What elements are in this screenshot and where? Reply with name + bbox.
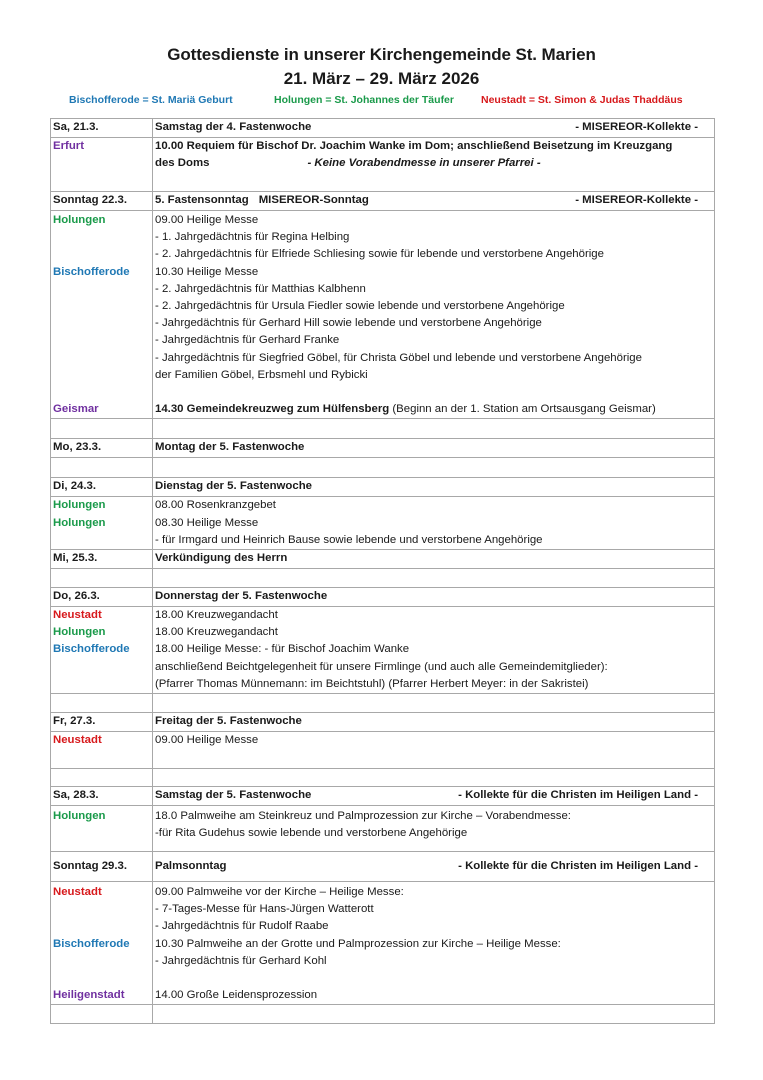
day-header-row: [51, 550, 715, 569]
spacer: [53, 918, 150, 935]
spacer: [155, 970, 712, 987]
place-heiligenstadt: Heiligenstadt: [53, 989, 125, 1002]
parish-legend: [50, 94, 714, 108]
empty-row: [51, 1005, 715, 1024]
service-line: 14.30 Gemeindekreuzweg zum Hülfensberg: [155, 403, 390, 416]
schedule-table: [50, 118, 715, 1024]
empty-cell: [153, 1005, 715, 1024]
service-line-detail: (Beginn an der 1. Station am Ortsausgang Geismar): [389, 403, 656, 416]
empty-cell: [51, 769, 153, 787]
day-header-row: [51, 478, 715, 497]
spacer: [53, 901, 150, 918]
date-range: 21. März – 29. März 2026: [283, 69, 480, 88]
service-line: 18.0 Palmweihe am Steinkreuz und Palmprozession zur Kirche – Vorabendmesse:: [155, 810, 571, 823]
service-line: 10.30 Palmweihe an der Grotte und Palmprozession zur Kirche – Heilige Messe:: [155, 937, 561, 950]
day-title: Montag der 5. Fastenwoche: [153, 439, 715, 458]
day-title: Donnerstag der 5. Fastenwoche: [153, 588, 715, 607]
day-header-row: [51, 439, 715, 458]
place-bischofferode: Bischofferode: [53, 643, 130, 656]
service-line: 09.00 Palmweihe vor der Kirche – Heilige Messe:: [155, 886, 404, 899]
service-cell: [153, 211, 715, 419]
empty-row: [51, 694, 715, 713]
service-line: - Jahrgedächtnis für Siegfried Göbel, für Christa Göbel und lebende und verstorbene Angehörige: [155, 351, 642, 364]
day-date: Sonntag 22.3.: [51, 192, 153, 211]
place-holungen: Holungen: [53, 626, 106, 639]
service-line: - Jahrgedächtnis für Rudolf Raabe: [155, 920, 329, 933]
table-row: [51, 211, 715, 419]
place-neustadt: Neustadt: [53, 609, 102, 622]
spacer: [53, 953, 150, 970]
day-title: Dienstag der 5. Fastenwoche: [153, 478, 715, 497]
day-title: Palmsonntag: [155, 859, 227, 872]
service-line: - 7-Tages-Messe für Hans-Jürgen Watterott: [155, 903, 374, 916]
day-header-row: [51, 588, 715, 607]
service-line: - 2. Jahrgedächtnis für Elfriede Schliesing sowie für lebende und verstorbene Angehörige: [155, 248, 604, 261]
day-title-cell: [153, 852, 715, 882]
place-bischofferode: Bischofferode: [53, 265, 130, 278]
table-row: [51, 138, 715, 192]
day-header-row: [51, 787, 715, 806]
service-line-wrap: [155, 401, 712, 418]
service-line: der Familien Göbel, Erbsmehl und Rybicki: [155, 368, 368, 381]
empty-cell: [51, 458, 153, 478]
day-header-row: [51, 192, 715, 211]
service-line: - Jahrgedächtnis für Gerhard Hill sowie lebende und verstorbene Angehörige: [155, 317, 542, 330]
empty-cell: [153, 458, 715, 478]
day-title: Samstag der 5. Fastenwoche: [155, 789, 312, 802]
service-line: 08.00 Rosenkranzgebet: [155, 499, 276, 512]
service-line: 09.00 Heilige Messe: [155, 734, 259, 747]
legend-neustadt: Neustadt = St. Simon & Judas Thaddäus: [481, 94, 683, 106]
table-row: [51, 882, 715, 1005]
page-title: Gottesdienste in unserer Kirchengemeinde St. Marien: [167, 45, 596, 64]
day-header-row: [51, 852, 715, 882]
empty-row: [51, 458, 715, 478]
place-cell: [51, 732, 153, 769]
service-line: anschließend Beichtgelegenheit für unsere Firmlinge (und auch alle Gemeindemitglieder):: [155, 660, 608, 673]
day-date: Mi, 25.3.: [51, 550, 153, 569]
place-erfurt: Erfurt: [53, 140, 85, 152]
spacer: [53, 281, 150, 298]
service-line-wrap: [155, 155, 712, 172]
empty-cell: [153, 694, 715, 713]
day-header-row: [51, 713, 715, 732]
table-row: [51, 732, 715, 769]
service-line: - Jahrgedächtnis für Gerhard Kohl: [155, 954, 327, 967]
service-line: 14.00 Große Leidensprozession: [155, 989, 318, 1002]
service-line: - 1. Jahrgedächtnis für Regina Helbing: [155, 231, 350, 244]
day-date: Sa, 28.3.: [51, 787, 153, 806]
place-holungen: Holungen: [53, 516, 106, 529]
day-title: Verkündigung des Herrn: [153, 550, 715, 569]
empty-cell: [153, 569, 715, 588]
day-date: Sa, 21.3.: [51, 119, 153, 138]
service-line: - 2. Jahrgedächtnis für Ursula Fiedler sowie lebende und verstorbene Angehörige: [155, 300, 565, 313]
service-cell: [153, 497, 715, 550]
collection-note: - Kollekte für die Christen im Heiligen Land -: [458, 789, 698, 802]
day-date: Do, 26.3.: [51, 588, 153, 607]
table-row: [51, 497, 715, 550]
service-line: 18.00 Kreuzwegandacht: [155, 609, 278, 622]
place-cell: [51, 138, 153, 192]
spacer: [53, 367, 150, 384]
service-line: (Pfarrer Thomas Münnemann: im Beichtstuhl) (Pfarrer Herbert Meyer: in der Sakristei): [155, 677, 589, 690]
place-holungen: Holungen: [53, 810, 106, 823]
spacer: [53, 970, 150, 987]
spacer: [53, 350, 150, 367]
service-line: 10.30 Heilige Messe: [155, 265, 259, 278]
collection-note: - Kollekte für die Christen im Heiligen Land -: [458, 859, 698, 872]
empty-cell: [51, 419, 153, 439]
place-holungen: Holungen: [53, 499, 106, 512]
spacer: [53, 246, 150, 263]
collection-note: - MISEREOR-Kollekte -: [575, 121, 698, 133]
spacer: [53, 315, 150, 332]
place-holungen: Holungen: [53, 214, 106, 226]
place-cell: [51, 211, 153, 419]
day-title: Freitag der 5. Fastenwoche: [153, 713, 715, 732]
empty-cell: [51, 569, 153, 588]
service-cell: [153, 806, 715, 852]
place-neustadt: Neustadt: [53, 886, 102, 899]
service-line: - für Irmgard und Heinrich Bause sowie lebende und verstorbene Angehörige: [155, 533, 543, 546]
service-line: 09.00 Heilige Messe: [155, 214, 259, 226]
service-line: -für Rita Gudehus sowie lebende und verstorbene Angehörige: [155, 827, 468, 840]
day-date: Fr, 27.3.: [51, 713, 153, 732]
service-line: - Jahrgedächtnis für Gerhard Franke: [155, 334, 340, 347]
service-line: des Doms: [155, 157, 210, 170]
spacer: [53, 384, 150, 401]
empty-row: [51, 419, 715, 439]
day-date: Sonntag 29.3.: [51, 852, 153, 882]
no-vigil-note: - Keine Vorabendmesse in unserer Pfarrei -: [307, 157, 541, 170]
day-title-cell: [153, 119, 715, 138]
day-subtitle: MISEREOR-Sonntag: [258, 194, 369, 206]
place-cell: [51, 806, 153, 852]
service-line: 18.00 Kreuzwegandacht: [155, 626, 278, 639]
legend-bischofferode: Bischofferode = St. Mariä Geburt: [69, 94, 233, 106]
day-header-row: [51, 119, 715, 138]
place-cell: [51, 607, 153, 694]
service-cell: [153, 882, 715, 1005]
service-cell: [153, 607, 715, 694]
day-date: Di, 24.3.: [51, 478, 153, 497]
place-cell: [51, 882, 153, 1005]
empty-cell: [51, 1005, 153, 1024]
day-title-cell: [153, 787, 715, 806]
collection-note: - MISEREOR-Kollekte -: [575, 194, 698, 206]
service-cell: [153, 138, 715, 192]
legend-holungen: Holungen = St. Johannes der Täufer: [274, 94, 454, 106]
document-header: [0, 44, 763, 90]
place-geismar: Geismar: [53, 403, 99, 416]
spacer: [155, 384, 712, 401]
empty-cell: [153, 419, 715, 439]
table-row: [51, 806, 715, 852]
service-line: 18.00 Heilige Messe: - für Bischof Joachim Wanke: [155, 643, 410, 656]
place-cell: [51, 497, 153, 550]
service-cell: [153, 732, 715, 769]
day-title: 5. Fastensonntag: [155, 194, 249, 206]
service-line: 08.30 Heilige Messe: [155, 516, 259, 529]
spacer: [53, 298, 150, 315]
empty-cell: [51, 694, 153, 713]
spacer: [53, 229, 150, 246]
service-line: - 2. Jahrgedächtnis für Matthias Kalbhenn: [155, 282, 366, 295]
empty-row: [51, 569, 715, 588]
empty-cell: [153, 769, 715, 787]
place-neustadt: Neustadt: [53, 734, 102, 747]
table-row: [51, 607, 715, 694]
service-line: 10.00 Requiem für Bischof Dr. Joachim Wanke im Dom; anschließend Beisetzung im Kreuzgang: [155, 140, 673, 152]
spacer: [53, 332, 150, 349]
empty-row: [51, 769, 715, 787]
day-title-cell: [153, 192, 715, 211]
place-bischofferode: Bischofferode: [53, 937, 130, 950]
day-date: Mo, 23.3.: [51, 439, 153, 458]
day-title: Samstag der 4. Fastenwoche: [155, 121, 312, 133]
